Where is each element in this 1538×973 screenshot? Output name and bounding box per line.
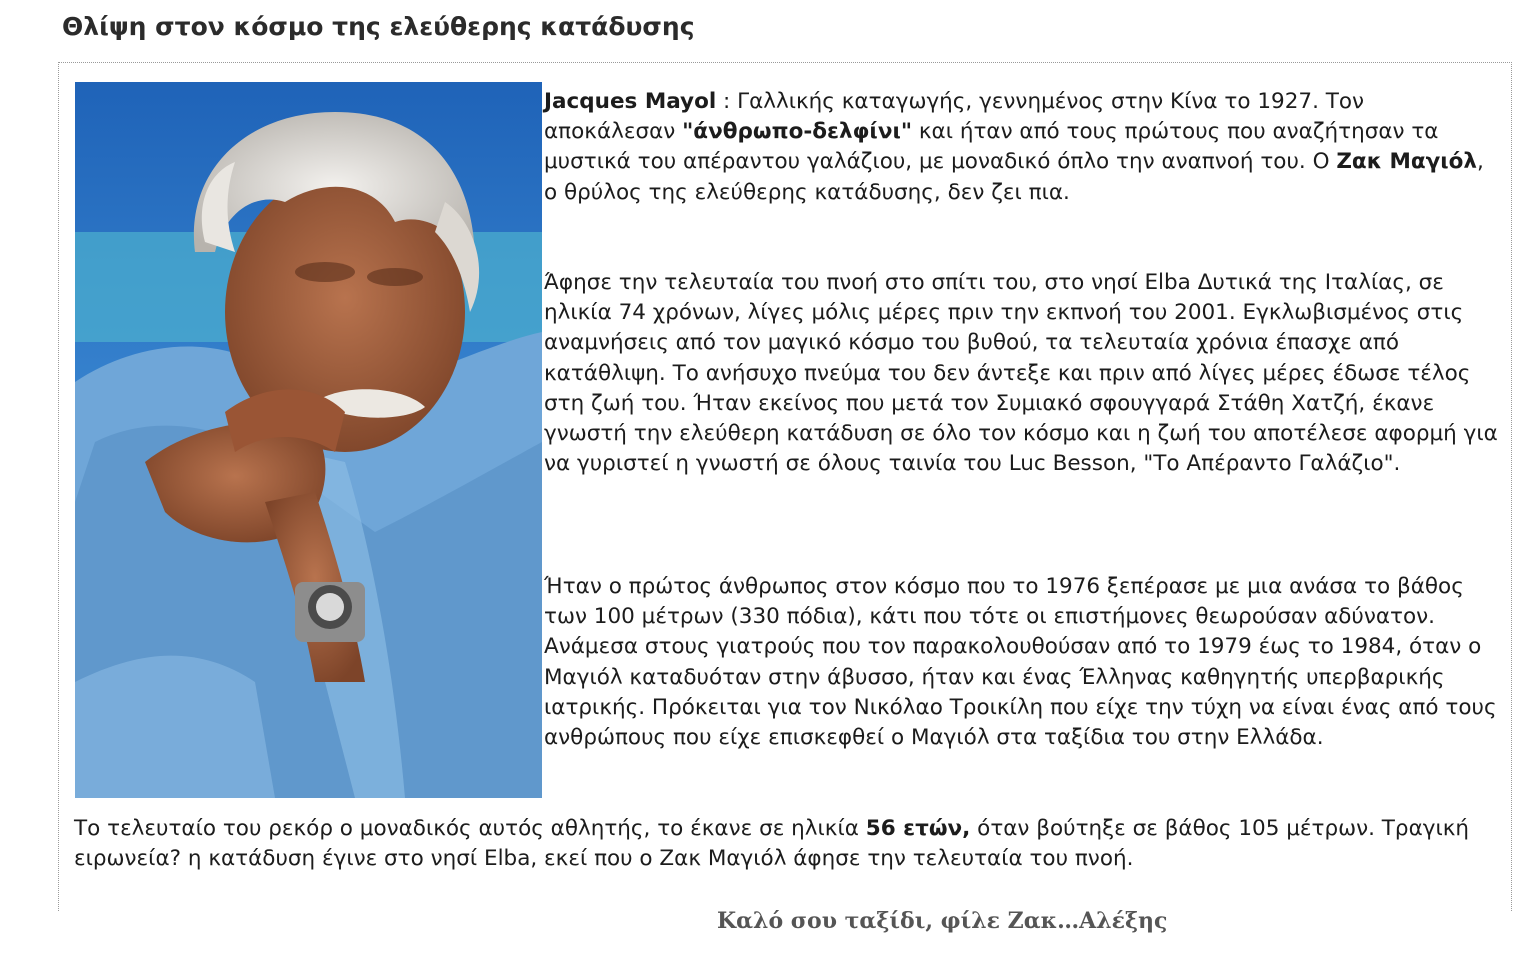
intro-text-1: : Γαλλικής καταγωγής, γεννημένος στην Κίνα το 1927. Τον αποκάλεσαν: [544, 89, 1365, 145]
signature: Καλό σου ταξίδι, φίλε Ζακ…Αλέξης: [717, 908, 1168, 934]
paragraph-intro: [544, 87, 1499, 208]
name-latin: Jacques Mayol: [544, 89, 717, 114]
intro-text-3: , ο θρύλος της ελεύθερης κατάδυσης, δεν ζει πια.: [544, 149, 1484, 205]
article-title: Θλίψη στον κόσμο της ελεύθερης κατάδυσης: [62, 12, 695, 41]
paragraph-record: Ήταν ο πρώτος άνθρωπος στον κόσμο που το 1976 ξεπέρασε με μια ανάσα το βάθος των 100 μέτρων (330 πόδια), κάτι που τότε οι επιστήμονες θεωρούσαν αδύνατον. Ανάμεσα στους γιατρούς που τον παρακολουθούσαν από το 1979 έως το 1984, όταν ο Μαγιόλ καταδυόταν στην άβυσσο, ήταν και ένας Έλληνας καθηγητής υπερβαρικής ιατρικής. Πρόκειται για τον Νικόλαο Τροικίλη που είχε την τύχη να είναι ένας από τους ανθρώπους που είχε επισκεφθεί ο Μαγιόλ στα ταξίδια του στην Ελλάδα.: [544, 574, 1497, 751]
intro-text-2: και ήταν από τους πρώτους που αναζήτησαν τα μυστικά του απέραντου γαλάζιου, με μοναδικό όπλο την αναπνοή του. Ο: [544, 119, 1439, 175]
portrait-photo: [75, 82, 542, 798]
last-record-text-2: όταν βούτηξε σε βάθος 105 μέτρων. Τραγική ειρωνεία? η κατάδυση έγινε στο νησί Elba, εκεί που ο Ζακ Μαγιόλ άφησε την τελευταία του πνοή.: [74, 816, 1470, 872]
paragraph-last-record: [74, 814, 1494, 874]
last-record-text-1: Το τελευταίο του ρεκόρ ο μοναδικός αυτός αθλητής, το έκανε σε ηλικία: [74, 816, 866, 841]
age-highlight: 56 ετών,: [865, 816, 971, 841]
paragraph-death: Άφησε την τελευταία του πνοή στο σπίτι του, στο νησί Elba Δυτικά της Ιταλίας, σε ηλικία 74 χρόνων, λίγες μόλις μέρες πριν την εκπνοή του 2001. Εγκλωβισμένος στις αναμνήσεις από τον μαγικό κόσμο του βυθού, τα τελευταία χρόνια έπασχε από κατάθλιψη. Το ανήσυχο πνεύμα του δεν άντεξε και πριν από λίγες μέρες έδωσε τέλος στη ζωή του. Ήταν εκείνος που μετά τον Συμιακό σφουγγαρά Στάθη Χατζή, έκανε γνωστή την ελεύθερη κατάδυση σε όλο τον κόσμο και η ζωή του αποτέλεσε αφορμή για να γυριστεί η γνωστή σε όλους ταινία του Luc Besson, "Το Απέραντο Γαλάζιο".: [544, 270, 1498, 477]
nickname: "άνθρωπο-δελφίνι": [682, 119, 913, 145]
name-greek: Ζακ Μαγιόλ: [1336, 149, 1478, 175]
